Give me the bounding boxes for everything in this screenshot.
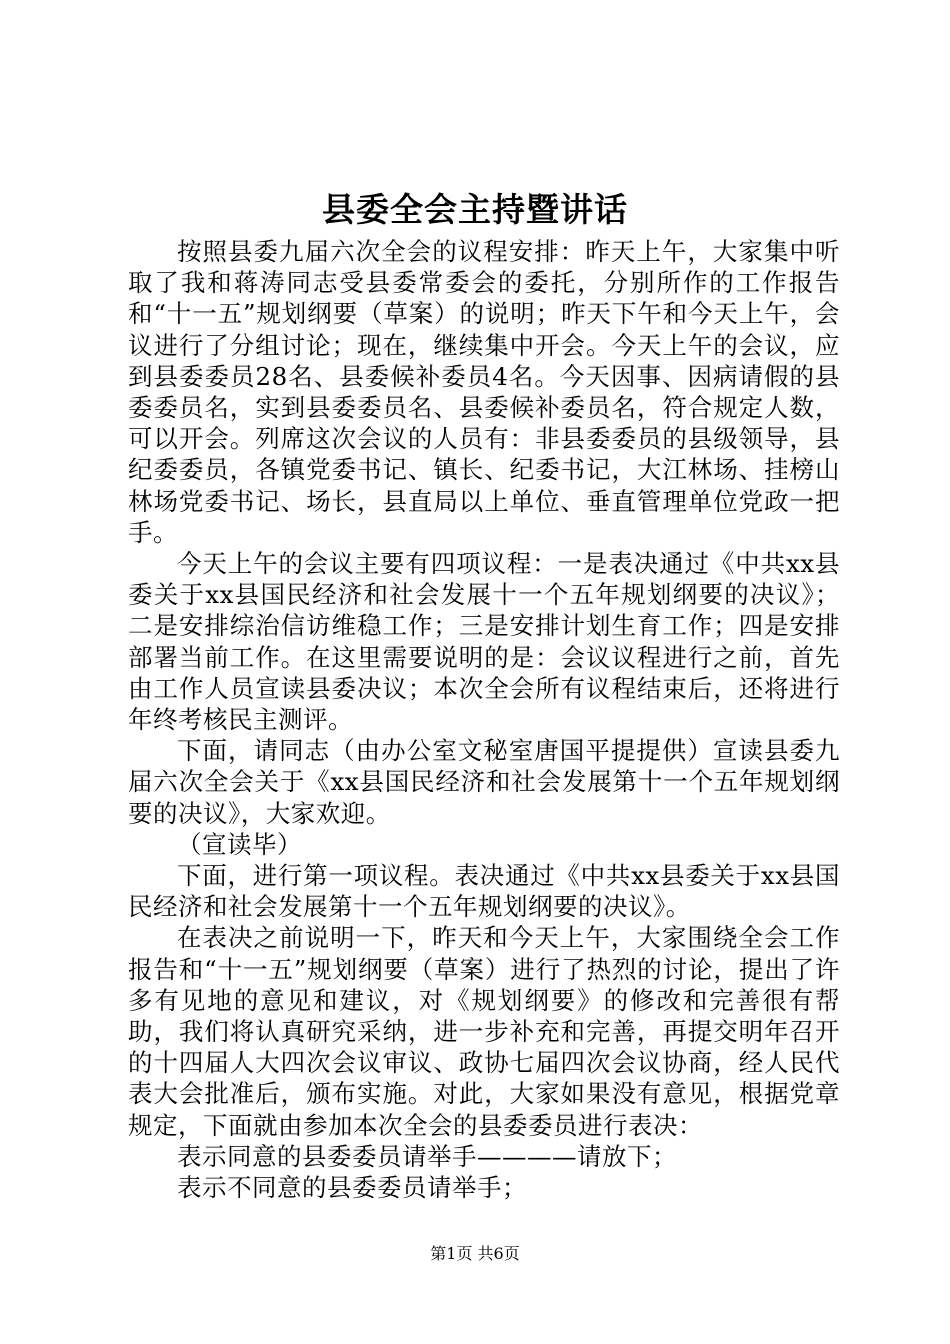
paragraph-voting-explanation: 在表决之前说明一下，昨天和今天上午，大家围绕全会工作报告和“十一五”规划纲要（草案）进行了热烈的讨论，提出了许多有见地的意见和建议，对《规划纲要》的修改和完善很有帮助，我们将认真研究采纳，进一步补充和完善，再提交明年召开的十四届人大四次会议审议、政协七届四次会议协商，经人民代表大会批准后，颁布实施。对此，大家如果没有意见，根据党章规定，下面就由参加本次全会的县委委员进行表决： xyxy=(128,923,840,1140)
paragraph-read-resolution: 下面，请同志（由办公室文秘室唐国平提提供）宣读县委九届六次全会关于《xx县国民经济和社会发展第十一个五年规划纲要的决议》，大家欢迎。 xyxy=(128,736,840,828)
paragraph-four-agenda-items: 今天上午的会议主要有四项议程：一是表决通过《中共xx县委关于xx县国民经济和社会发展十一个五年规划纲要的决议》；二是安排综治信访维稳工作；三是安排计划生育工作；四是安排部署当前工作。在这里需要说明的是：会议议程进行之前，首先由工作人员宣读县委决议；本次全会所有议程结束后，还将进行年终考核民主测评。 xyxy=(128,549,840,735)
document-body xyxy=(128,236,840,1203)
paragraph-first-agenda-item: 下面，进行第一项议程。表决通过《中共xx县委关于xx县国民经济和社会发展第十一个五年规划纲要的决议》。 xyxy=(128,861,840,922)
paragraph-vote-in-favor: 表示同意的县委委员请举手————请放下； xyxy=(177,1141,677,1171)
document-title: 县委全会主持暨讲话 xyxy=(322,190,628,229)
paragraph-agenda-arrangement: 按照县委九届六次全会的议程安排：昨天上午，大家集中听取了我和蒋涛同志受县委常委会的委托，分别所作的工作报告和“十一五”规划纲要（草案）的说明；昨天下午和今天上午，会议进行了分组讨论；现在，继续集中开会。今天上午的会议，应到县委委员28名、县委候补委员4名。今天因事、因病请假的县委委员名，实到县委委员名、县委候补委员名，符合规定人数，可以开会。列席这次会议的人员有：非县委委员的县级领导，县纪委委员，各镇党委书记、镇长、纪委书记，大江林场、挂榜山林场党委书记、场长，县直局以上单位、垂直管理单位党政一把手。 xyxy=(128,237,840,547)
paragraph-reading-finished: （宣读毕） xyxy=(177,829,302,859)
page-number-footer: 第1页 共6页 xyxy=(430,1244,520,1263)
paragraph-vote-against: 表示不同意的县委委员请举手； xyxy=(177,1173,527,1203)
